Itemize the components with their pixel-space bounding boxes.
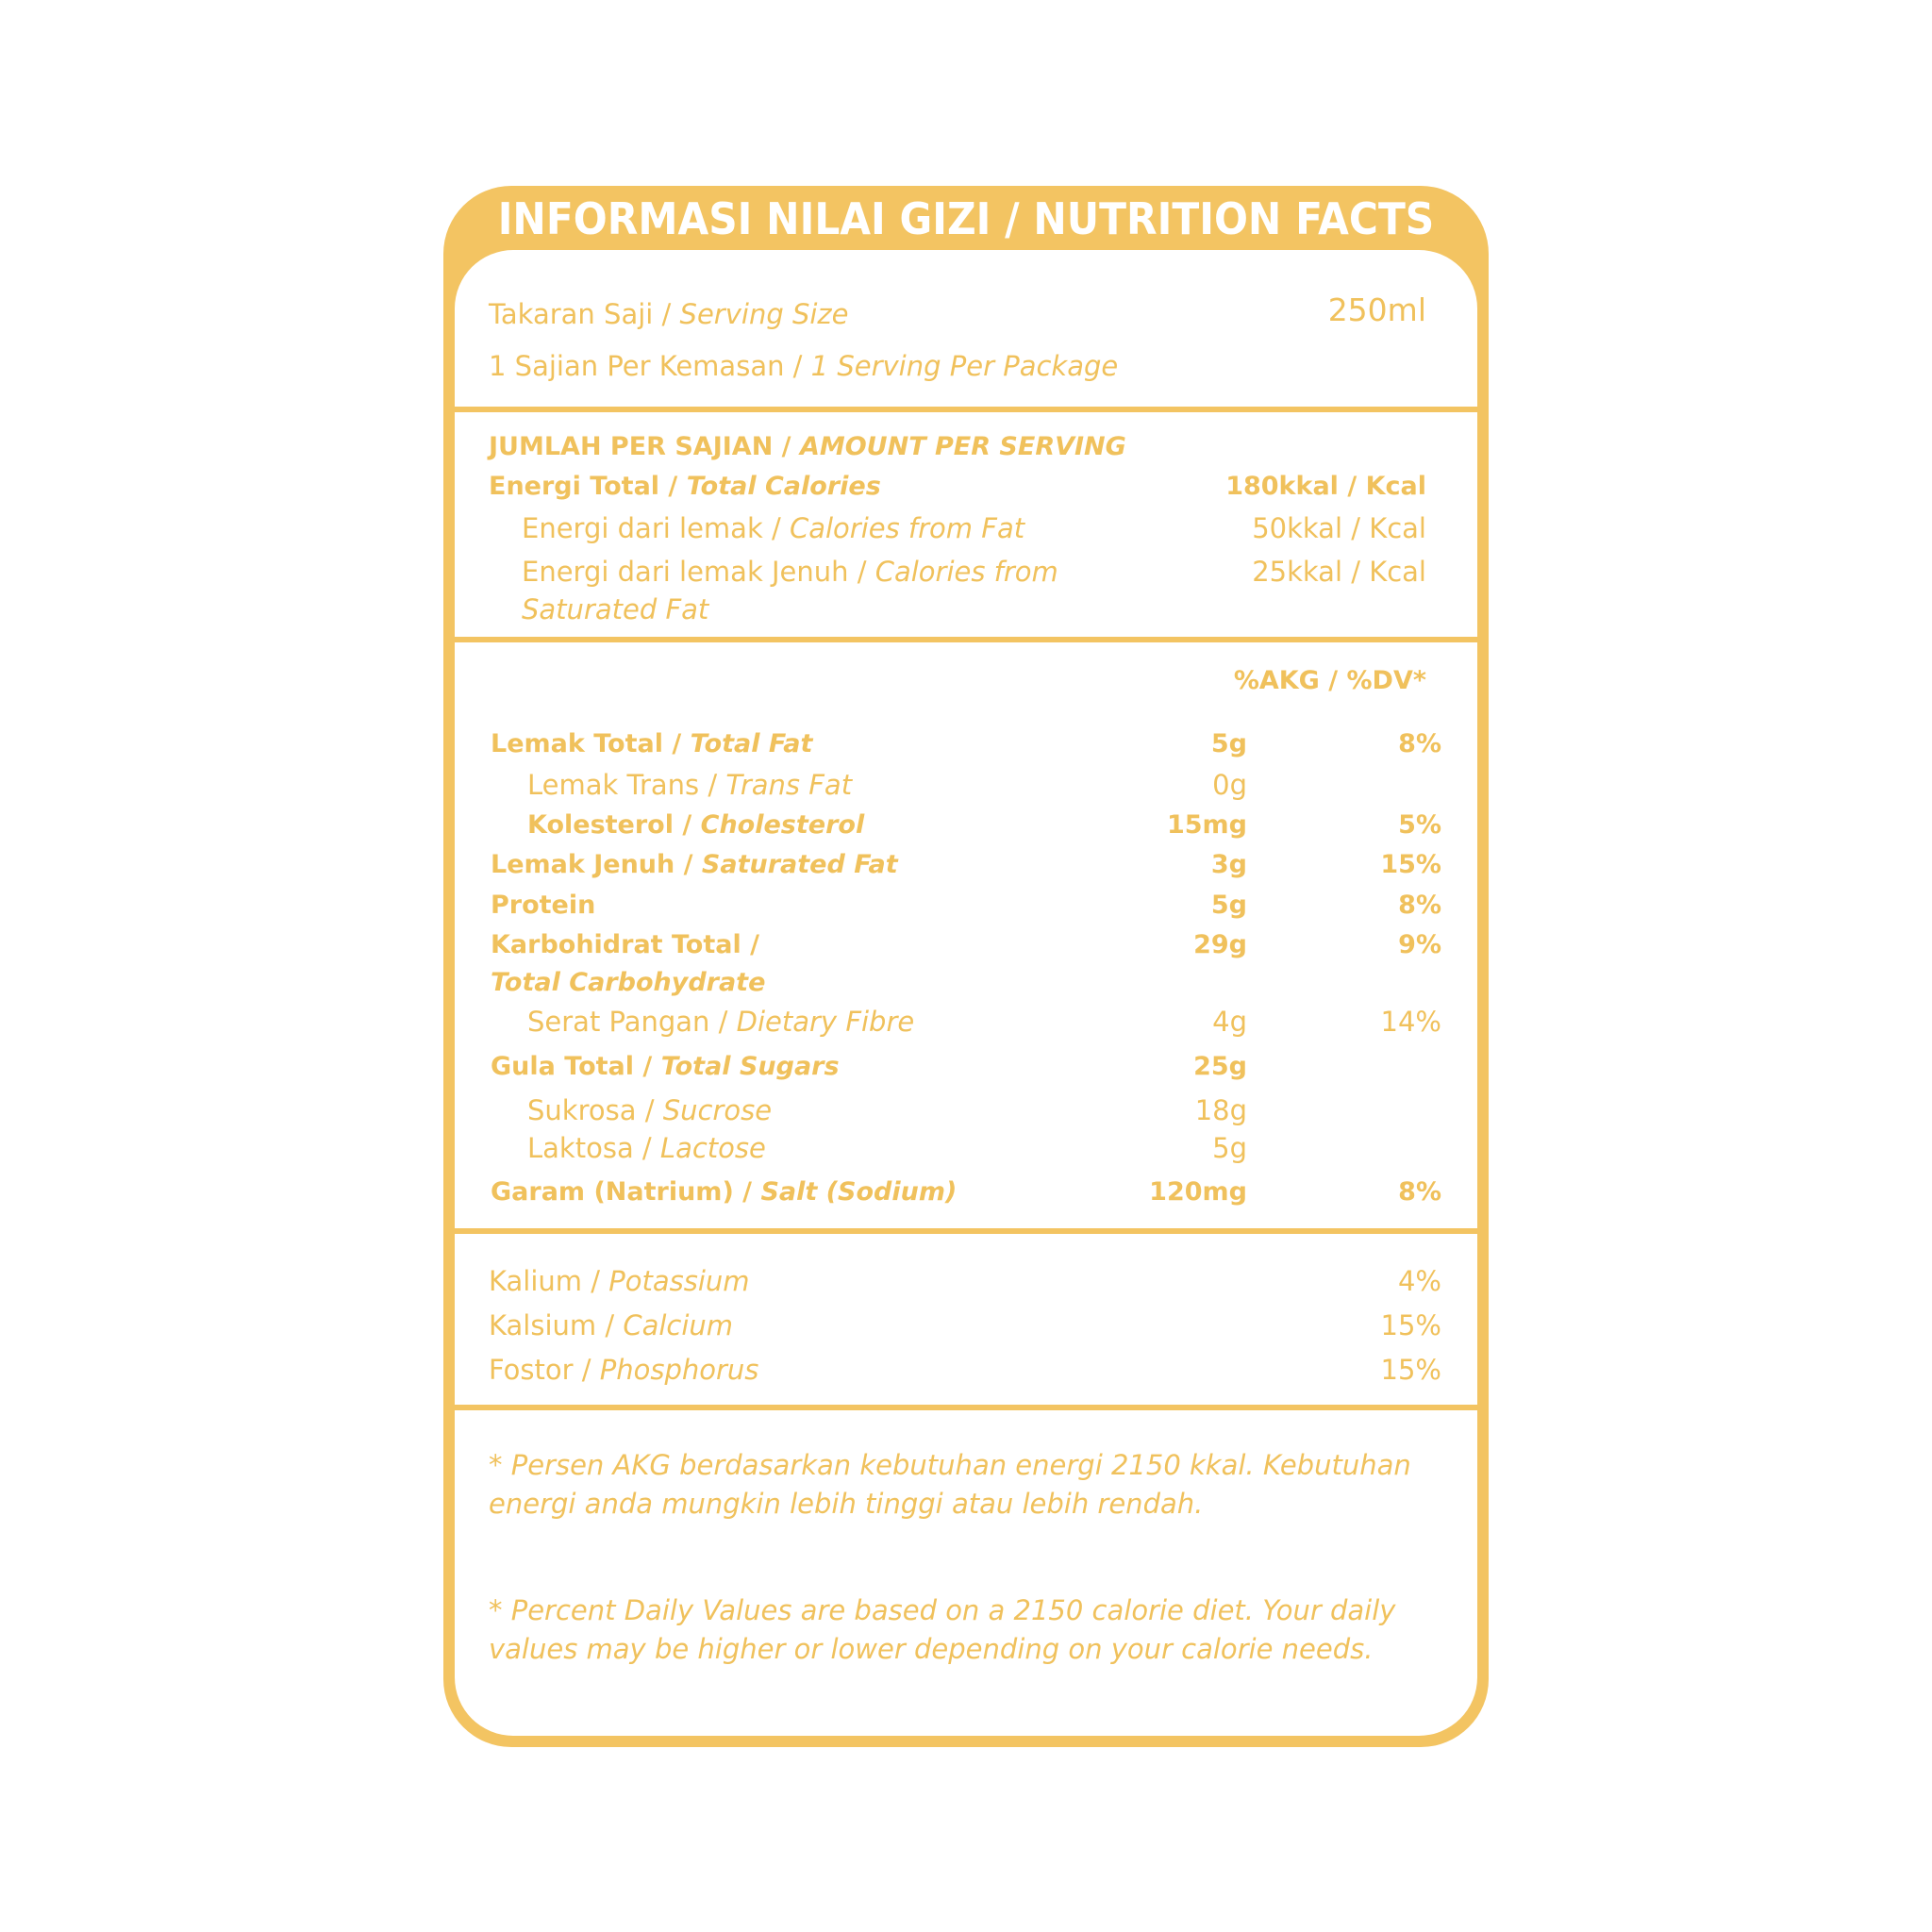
label-id: Fostor / — [489, 1354, 600, 1386]
label-en: Cholesterol — [700, 810, 865, 840]
label-en: Total Sugars — [660, 1052, 840, 1081]
nutrient-row-continued — [491, 963, 765, 1003]
mineral-pct: 15% — [1380, 1354, 1441, 1386]
label-en: Total Carbohydrate — [491, 968, 766, 997]
nutrient-pct: 8% — [1398, 891, 1441, 920]
label-id: Laktosa / — [527, 1132, 660, 1164]
pct-dv-header: %AKG / %DV* — [1233, 666, 1426, 695]
label-en: 1 Serving Per Package — [810, 350, 1119, 382]
amount-per-serving-heading — [489, 427, 1126, 467]
divider — [455, 407, 1477, 412]
label-id: Lemak Jenuh / — [491, 850, 702, 879]
nutrient-row — [491, 886, 595, 925]
servings-per-package — [489, 346, 1118, 386]
label-en: Sucrose — [662, 1094, 773, 1126]
nutrient-pct: 8% — [1398, 1177, 1441, 1207]
nutrient-amount: 3g — [1210, 850, 1247, 879]
nutrient-row — [491, 845, 898, 885]
nutrient-row — [527, 765, 852, 805]
label-en: Calcium — [623, 1309, 734, 1341]
label-id: JUMLAH PER SAJIAN / — [489, 432, 800, 461]
label-id: Energi dari lemak / — [522, 512, 790, 544]
energy-row — [489, 467, 881, 507]
mineral-row — [489, 1261, 750, 1301]
label-en: Total Fat — [690, 729, 813, 758]
label-en: Potassium — [608, 1265, 750, 1297]
label-id: 1 Sajian Per Kemasan / — [489, 350, 811, 382]
label-id: Energi dari lemak Jenuh / — [522, 556, 875, 588]
label-en: Trans Fat — [725, 769, 853, 801]
mineral-pct: 15% — [1380, 1309, 1441, 1341]
nutrient-row — [527, 1002, 914, 1041]
nutrient-row — [491, 925, 759, 965]
label-en: Saturated Fat — [522, 593, 709, 625]
footnote-id: * Persen AKG berdasarkan kebutuhan energi 2150 kkal. Kebutuhan energi anda mungkin lebih tinggi atau lebih rendah. — [489, 1449, 1411, 1520]
nutrient-pct: 8% — [1398, 729, 1441, 758]
label-title: INFORMASI NILAI GIZI / NUTRITION FACTS — [497, 193, 1435, 244]
nutrient-pct: 5% — [1398, 810, 1441, 840]
label-id: Serat Pangan / — [527, 1006, 737, 1038]
label-id: Gula Total / — [491, 1052, 661, 1081]
label-id: Takaran Saji / — [489, 298, 680, 330]
label-id: Kalsium / — [489, 1309, 624, 1341]
nutrient-amount: 120mg — [1149, 1177, 1247, 1207]
label-id: Garam (Natrium) / — [491, 1177, 761, 1207]
divider — [455, 1228, 1477, 1234]
nutrient-pct: 15% — [1380, 850, 1441, 879]
serving-size-value: 250ml — [1327, 291, 1426, 328]
energy-row — [522, 508, 1024, 548]
label-id: Kalium / — [489, 1265, 609, 1297]
label-id: Protein — [491, 891, 596, 920]
mineral-pct: 4% — [1397, 1265, 1441, 1297]
nutrient-amount: 4g — [1212, 1006, 1247, 1038]
nutrient-amount: 5g — [1210, 891, 1247, 920]
label-en: Calories from Fat — [789, 512, 1025, 544]
energy-row-continued — [522, 590, 708, 629]
label-en: Phosphorus — [599, 1354, 759, 1386]
divider — [455, 1405, 1477, 1410]
nutrient-row — [491, 1173, 957, 1212]
label-en: AMOUNT PER SERVING — [799, 432, 1126, 461]
label-id: Lemak Trans / — [527, 769, 726, 801]
energy-value: 180kkal / Kcal — [1225, 472, 1426, 501]
nutrient-row — [527, 806, 864, 845]
label-id: Sukrosa / — [527, 1094, 663, 1126]
serving-size-label — [489, 294, 848, 334]
nutrient-amount: 5g — [1210, 729, 1247, 758]
nutrient-amount: 29g — [1193, 930, 1247, 959]
label-en: Dietary Fibre — [736, 1006, 915, 1038]
nutrient-amount: 5g — [1212, 1132, 1247, 1164]
energy-value: 25kkal / Kcal — [1252, 556, 1426, 588]
energy-row — [522, 552, 1058, 591]
label-en: Salt (Sodium) — [760, 1177, 958, 1207]
nutrient-amount: 15mg — [1166, 810, 1247, 840]
nutrient-row — [527, 1091, 772, 1130]
mineral-row — [489, 1306, 733, 1345]
nutrient-row — [527, 1128, 766, 1168]
nutrient-amount: 18g — [1194, 1094, 1247, 1126]
nutrient-pct: 14% — [1380, 1006, 1441, 1038]
nutrient-pct: 9% — [1398, 930, 1441, 959]
label-id: Karbohidrat Total / — [491, 930, 760, 959]
footnote-en: * Percent Daily Values are based on a 2150 calorie diet. Your daily values may be higher or lower depending on your calorie needs. — [489, 1594, 1396, 1665]
nutrient-amount: 0g — [1212, 769, 1247, 801]
label-id: Kolesterol / — [527, 810, 701, 840]
label-en: Serving Size — [679, 298, 849, 330]
energy-value: 50kkal / Kcal — [1252, 512, 1426, 544]
nutrient-amount: 25g — [1193, 1052, 1247, 1081]
label-en: Saturated Fat — [701, 850, 898, 879]
divider — [455, 637, 1477, 642]
label-en: Calories from — [874, 556, 1058, 588]
nutrient-row — [491, 1047, 840, 1087]
label-id: Lemak Total / — [491, 729, 691, 758]
label-id: Energi Total / — [489, 472, 687, 501]
label-en: Lactose — [659, 1132, 766, 1164]
mineral-row — [489, 1350, 758, 1390]
nutrient-row — [491, 724, 812, 764]
label-en: Total Calories — [686, 472, 881, 501]
